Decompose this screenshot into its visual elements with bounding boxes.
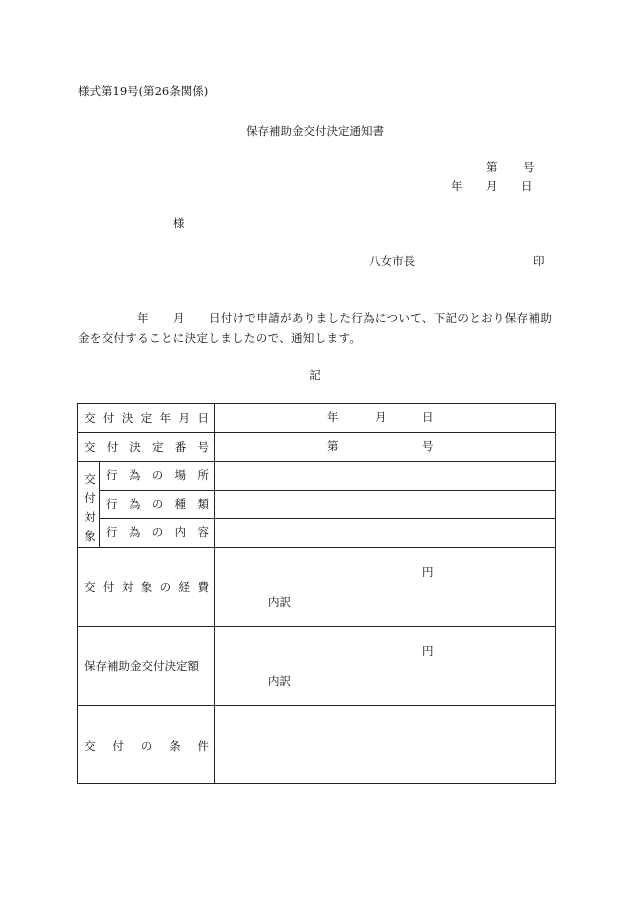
- table-divider: [78, 432, 555, 433]
- table-divider: [78, 705, 555, 706]
- label-char: 種: [174, 497, 187, 511]
- label-char: 付: [102, 580, 115, 594]
- issuer-name: 八女市長: [369, 254, 415, 268]
- body-text-rest: [209, 313, 557, 325]
- label-char: の: [159, 580, 172, 594]
- label-char: 日: [197, 411, 209, 425]
- table-divider: [99, 518, 555, 519]
- decision-date-year: 年: [327, 410, 339, 424]
- label-char: 番: [174, 440, 187, 454]
- grant-amount-breakdown: 内訳: [268, 674, 291, 688]
- label-char: 行: [106, 497, 118, 511]
- label-char: 付: [102, 411, 115, 425]
- label-conditions: [84, 739, 209, 753]
- label-char: 付: [106, 440, 119, 454]
- target-cost-yen: 円: [422, 565, 434, 579]
- label-char: 対: [84, 510, 96, 524]
- label-char: 定: [140, 411, 153, 425]
- label-action-place: [106, 468, 209, 482]
- label-char: 場: [174, 468, 187, 482]
- label-char: 件: [197, 739, 209, 753]
- issue-date-day: 日: [521, 179, 533, 193]
- recipient-honorific: 様: [173, 216, 185, 230]
- label-char: 付: [84, 491, 96, 505]
- label-char: 決: [121, 411, 134, 425]
- label-char: の: [140, 739, 153, 753]
- table-divider: [78, 461, 555, 462]
- label-char: 容: [197, 525, 209, 539]
- document-number-go: 号: [523, 160, 535, 174]
- body-text-line-1: [78, 313, 557, 327]
- label-char: 行: [106, 468, 118, 482]
- label-target-group: [83, 470, 97, 546]
- label-action-content: [106, 525, 209, 539]
- label-char: 号: [197, 440, 209, 454]
- label-char: の: [151, 525, 164, 539]
- target-cost-breakdown: 内訳: [268, 595, 291, 609]
- decision-number-dai: 第: [327, 439, 339, 453]
- label-char: 定: [152, 440, 164, 454]
- label-char: 交: [84, 472, 96, 486]
- label-char: 月: [178, 411, 191, 425]
- label-char: 付: [112, 739, 124, 753]
- label-char: 類: [197, 497, 209, 511]
- ki-heading: 記: [309, 368, 321, 382]
- document-title: 保存補助金交付決定通知書: [246, 124, 384, 138]
- grant-amount-yen: 円: [422, 644, 434, 658]
- decision-number-go: 号: [422, 439, 434, 453]
- table-divider: [99, 490, 555, 491]
- label-char: 交: [84, 440, 96, 454]
- document-number-dai: 第: [486, 160, 498, 174]
- body-year: 年: [137, 311, 149, 325]
- label-grant-amount: 保存補助金交付決定額: [84, 659, 199, 673]
- issue-date-month: 月: [486, 179, 498, 193]
- label-decision-date: [84, 411, 209, 425]
- label-char: 交: [84, 580, 96, 594]
- label-char: 行: [106, 525, 118, 539]
- label-char: の: [151, 497, 164, 511]
- body-text-rest-content: 日付けで申請がありました行為について、下記のとおり保存補助: [209, 311, 553, 325]
- label-char: 内: [174, 525, 187, 539]
- label-action-type: [106, 497, 209, 511]
- table-divider: [99, 461, 100, 547]
- label-char: 対: [121, 580, 134, 594]
- form-number: 様式第19号(第26条関係): [78, 84, 209, 98]
- issue-date-year: 年: [451, 179, 463, 193]
- detail-table: [77, 403, 556, 784]
- seal-mark: 印: [533, 254, 545, 268]
- decision-date-month: 月: [375, 410, 387, 424]
- label-char: 交: [84, 739, 96, 753]
- label-char: 経: [178, 580, 191, 594]
- label-char: 年: [159, 411, 172, 425]
- label-char: 費: [197, 580, 209, 594]
- body-text-line-2: 金を交付することに決定しましたので、通知します。: [78, 331, 362, 345]
- label-char: 交: [84, 411, 96, 425]
- table-divider: [78, 626, 555, 627]
- table-divider: [78, 547, 555, 548]
- label-char: 象: [84, 529, 96, 543]
- label-char: 為: [128, 525, 141, 539]
- label-char: 条: [169, 739, 181, 753]
- body-month: 月: [173, 311, 185, 325]
- decision-date-day: 日: [422, 410, 434, 424]
- label-char: 象: [140, 580, 153, 594]
- label-char: 決: [129, 440, 141, 454]
- label-char: の: [151, 468, 164, 482]
- label-char: 為: [128, 497, 141, 511]
- label-char: 所: [197, 468, 209, 482]
- label-char: 為: [128, 468, 141, 482]
- label-target-cost: [84, 580, 209, 594]
- label-decision-number: [84, 440, 209, 454]
